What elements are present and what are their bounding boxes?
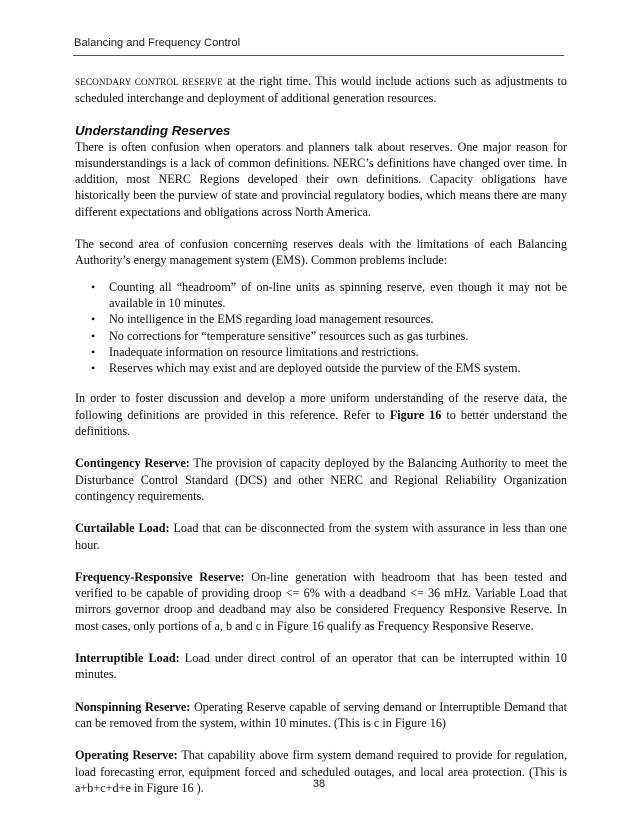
- definition-contingency-reserve: [75, 455, 567, 504]
- problems-list: [75, 279, 567, 377]
- definition-text: That capability above firm system demand required to provide for regulation, load forecasting error, equipment forced and scheduled outages, and local area protection. (This is a+b+c+d+e in Figure 16 ).: [75, 748, 567, 795]
- definition-interruptible-load: [75, 650, 567, 683]
- page-number: 38: [312, 778, 326, 790]
- definition-term: Nonspinning Reserve:: [75, 699, 191, 714]
- definition-term: Curtailable Load:: [75, 521, 170, 536]
- definition-term: Interruptible Load:: [75, 651, 180, 666]
- definition-text: Load that can be disconnected from the system with assurance in less than one hour.: [75, 521, 567, 552]
- definition-term: Operating Reserve:: [75, 748, 178, 763]
- definition-nonspinning-reserve: [75, 699, 567, 732]
- section-paragraph-1: There is often confusion when operators and planners talk about reserves. One major reason for misunderstandings is a lack of common definitions. NERC’s definitions have changed over time. In addition, most NERC Regions developed their own definitions. Capacity obligations have historically been the purview of state and provincial regulatory bodies, which means there are many different expectations and obligations across North America.: [75, 139, 567, 219]
- definition-text: Load under direct control of an operator that can be interrupted within 10 minutes.: [75, 651, 567, 682]
- section-paragraph-3: [75, 390, 567, 439]
- para3-text-post: to better understand the definitions.: [75, 407, 567, 439]
- definition-frequency-responsive-reserve: [75, 569, 567, 634]
- page-header: Balancing and Frequency Control: [74, 37, 241, 49]
- section-paragraph-2: The second area of confusion concerning reserves deals with the limitations of each Balancing Authority’s energy management system (EMS). Common problems include:: [75, 237, 567, 268]
- intro-paragraph: [75, 73, 567, 107]
- para3-text-pre: In order to foster discussion and develop a more uniform understanding of the reserve data, the following definitions are provided in this reference. Refer to: [75, 391, 567, 422]
- list-item: • Inadequate information on resource limitations and restrictions.: [75, 344, 567, 360]
- list-item: • No corrections for “temperature sensitive” resources such as gas turbines.: [75, 328, 567, 344]
- intro-smallcaps: SECONDARY CONTROL RESERVE: [75, 77, 223, 87]
- definition-term: Frequency-Responsive Reserve:: [75, 569, 245, 584]
- definition-curtailable-load: [75, 520, 567, 553]
- list-item: • No intelligence in the EMS regarding load management resources.: [75, 311, 567, 327]
- list-item: • Counting all “headroom” of on-line units as spinning reserve, even though it may not be available in 10 minutes.: [75, 279, 567, 312]
- definition-text: The provision of capacity deployed by the Balancing Authority to meet the Disturbance Control Standard (DCS) and other NERC and Regional Reliability Organization contingency requirements.: [75, 456, 567, 503]
- header-divider: [73, 55, 564, 56]
- list-item: • Reserves which may exist and are deployed outside the purview of the EMS system.: [75, 360, 567, 376]
- definition-text: Operating Reserve capable of serving demand or Interruptible Demand that can be removed from the system, within 10 minutes. (This is c in Figure 16): [75, 699, 568, 730]
- section-heading: Understanding Reserves: [75, 122, 231, 138]
- figure-reference: Figure 16: [389, 407, 442, 422]
- page-body: [75, 73, 567, 812]
- definition-term: Contingency Reserve:: [75, 456, 190, 471]
- definition-text: On-line generation with headroom that has been tested and verified to be capable of providing droop <= 6% with a deadband <= 36 mHz. Variable Load that mirrors governor droop and deadband may also be considered Frequency Responsive Reserve. In most cases, only portions of a, b and c in Figure 16 qualify as Frequency Responsive Reserve.: [75, 569, 568, 633]
- intro-text: at the right time. This would include actions such as adjustments to scheduled interchange and deployment of additional generation resources.: [75, 74, 567, 106]
